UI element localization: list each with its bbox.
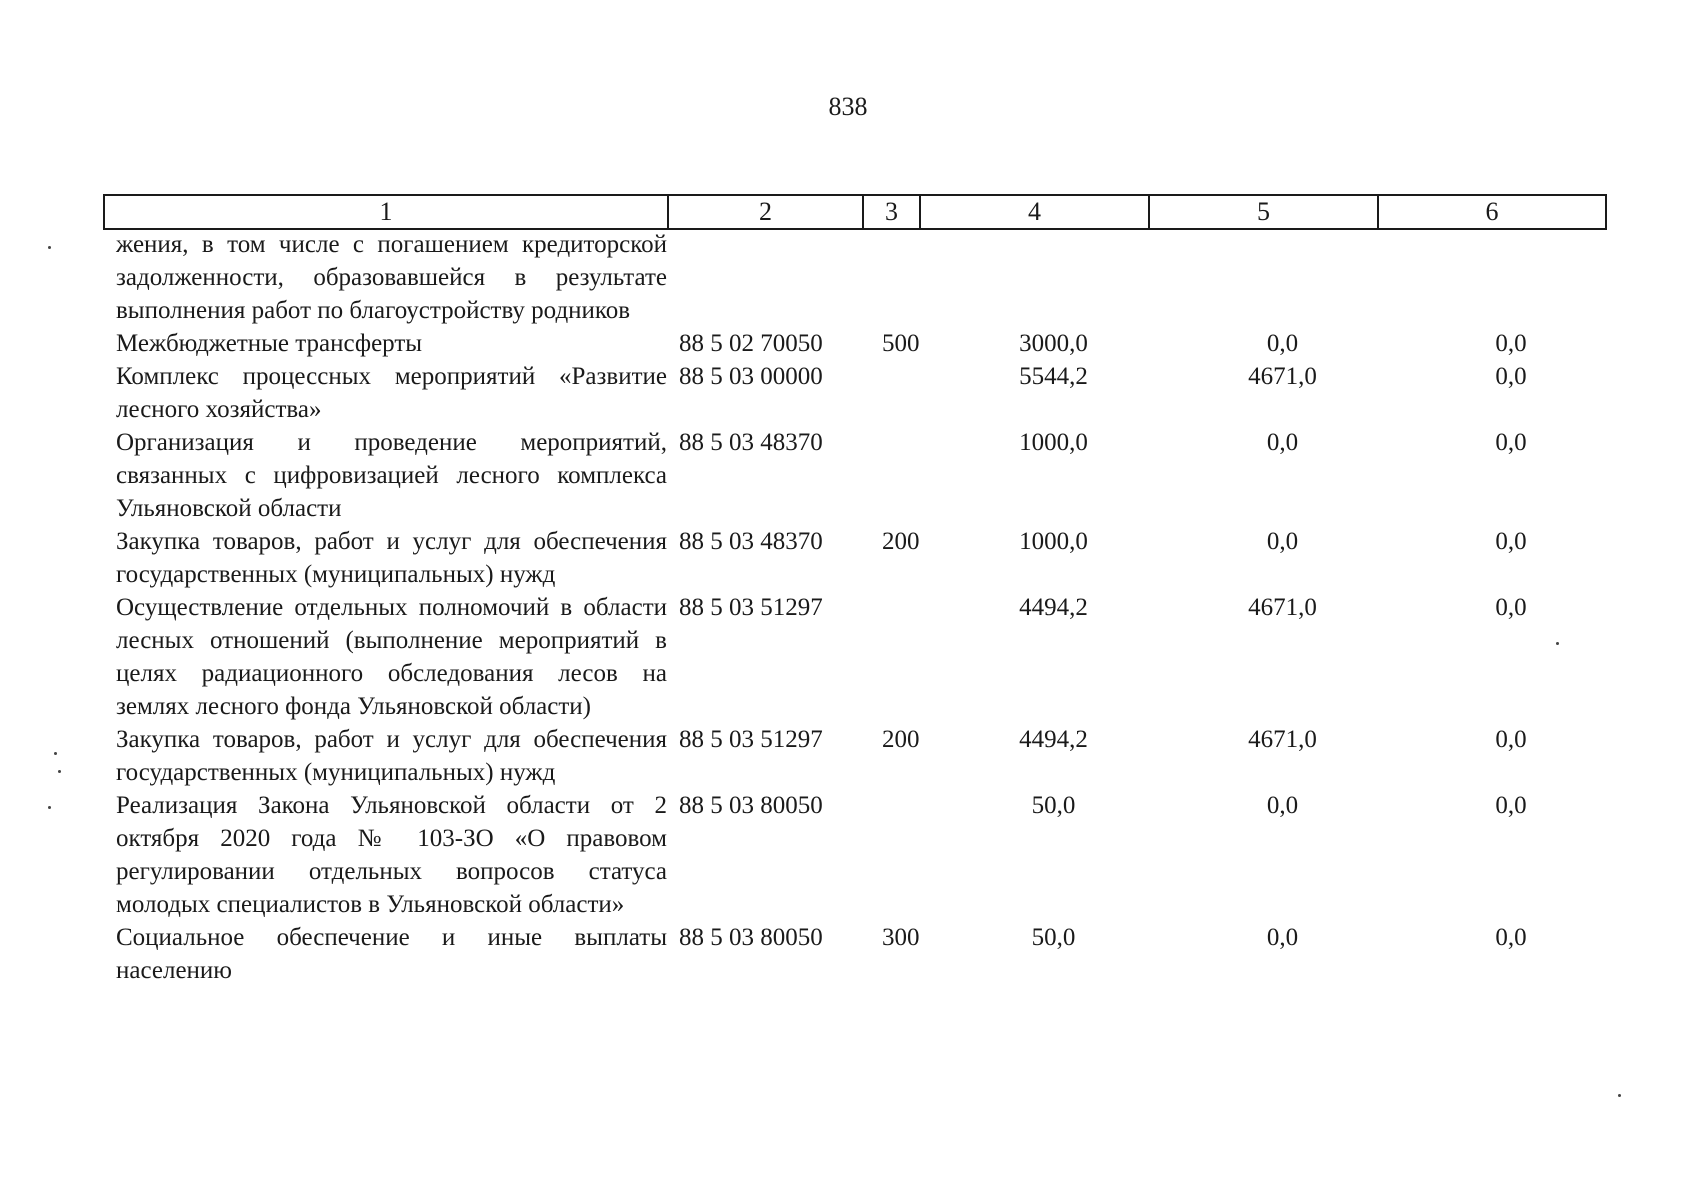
row-vr-cell bbox=[874, 360, 939, 426]
table-row bbox=[103, 789, 1625, 921]
row-col4-cell: 1000,0 bbox=[1019, 528, 1088, 555]
row-code-cell: 88 5 03 00000 bbox=[679, 363, 823, 390]
row-col5-cell: 4671,0 bbox=[1248, 363, 1317, 390]
table-row bbox=[103, 921, 1625, 987]
row-col6-cell: 0,0 bbox=[1495, 330, 1527, 357]
row-col6-cell: 0,0 bbox=[1495, 363, 1527, 390]
row-name-cell: Закупка товаров, работ и услуг для обеспечения государственных (муниципальных) нужд bbox=[116, 726, 667, 786]
table-row bbox=[103, 360, 1625, 426]
row-vr-cell bbox=[874, 591, 939, 723]
row-name-cell: Закупка товаров, работ и услуг для обеспечения государственных (муниципальных) нужд bbox=[116, 528, 667, 588]
row-col5-cell: 0,0 bbox=[1266, 924, 1299, 951]
scan-speck bbox=[1618, 1094, 1621, 1097]
row-code-cell: 88 5 03 48370 bbox=[679, 429, 823, 456]
budget-table-body bbox=[103, 228, 1625, 987]
row-vr-cell: 200 bbox=[882, 726, 920, 753]
column-header-row bbox=[104, 195, 1606, 229]
row-col4-cell: 50,0 bbox=[1031, 792, 1076, 819]
row-col5-cell: 0,0 bbox=[1266, 330, 1299, 357]
row-col5-cell: 0,0 bbox=[1266, 792, 1299, 819]
row-col5-cell: 4671,0 bbox=[1248, 726, 1317, 753]
column-header-1: 1 bbox=[104, 195, 668, 229]
table-row bbox=[103, 591, 1625, 723]
row-code-cell bbox=[667, 228, 874, 327]
row-code-cell: 88 5 03 51297 bbox=[679, 726, 823, 753]
column-header-2: 2 bbox=[668, 195, 863, 229]
row-code-cell: 88 5 03 80050 bbox=[679, 924, 823, 951]
scan-speck bbox=[58, 770, 61, 773]
scan-speck bbox=[48, 246, 51, 249]
row-vr-cell: 300 bbox=[882, 924, 920, 951]
row-vr-cell bbox=[874, 789, 939, 921]
row-col6-cell bbox=[1397, 228, 1625, 327]
row-col4-cell bbox=[939, 228, 1168, 327]
row-col6-cell: 0,0 bbox=[1495, 528, 1527, 555]
column-header-4: 4 bbox=[920, 195, 1149, 229]
row-code-cell: 88 5 03 80050 bbox=[679, 792, 823, 819]
column-header-5: 5 bbox=[1149, 195, 1378, 229]
row-col6-cell: 0,0 bbox=[1495, 726, 1527, 753]
row-vr-cell bbox=[874, 228, 939, 327]
row-name-cell: Осуществление отдельных полномочий в области лесных отношений (выполнение мероприятий в целях радиационного обследования лесов на землях лесного фонда Ульяновской области) bbox=[116, 594, 667, 720]
table-row bbox=[103, 327, 1625, 360]
row-name-cell: Комплекс процессных мероприятий «Развитие лесного хозяйства» bbox=[116, 363, 667, 423]
row-vr-cell bbox=[874, 426, 939, 525]
scan-speck bbox=[54, 752, 57, 755]
row-col4-cell: 4494,2 bbox=[1019, 594, 1088, 621]
row-col4-cell: 3000,0 bbox=[1019, 330, 1088, 357]
column-header-6: 6 bbox=[1378, 195, 1606, 229]
row-code-cell: 88 5 03 48370 bbox=[679, 528, 823, 555]
row-code-cell: 88 5 03 51297 bbox=[679, 594, 823, 621]
row-col4-cell: 5544,2 bbox=[1019, 363, 1088, 390]
row-col5-cell bbox=[1168, 228, 1397, 327]
row-code-cell: 88 5 02 70050 bbox=[679, 330, 823, 357]
row-name-cell: жения, в том числе с погашением кредиторской задолженности, образовавшейся в результате выполнения работ по благоустройству родников bbox=[116, 231, 667, 324]
row-col4-cell: 4494,2 bbox=[1019, 726, 1088, 753]
row-name-cell: Социальное обеспечение и иные выплаты населению bbox=[116, 924, 667, 984]
table-row bbox=[103, 525, 1625, 591]
row-col6-cell: 0,0 bbox=[1495, 792, 1527, 819]
budget-table bbox=[103, 228, 1625, 987]
column-header-table bbox=[103, 194, 1607, 230]
row-name-cell: Реализация Закона Ульяновской области от 2 октября 2020 года № 103-ЗО «О правовом регулировании отдельных вопросов статуса молодых специалистов в Ульяновской области» bbox=[116, 792, 667, 918]
row-col5-cell: 4671,0 bbox=[1248, 594, 1317, 621]
row-vr-cell: 200 bbox=[882, 528, 920, 555]
row-vr-cell: 500 bbox=[882, 330, 920, 357]
column-header-3: 3 bbox=[863, 195, 920, 229]
page-number: 838 bbox=[828, 92, 868, 121]
row-name-cell: Организация и проведение мероприятий, связанных с цифровизацией лесного комплекса Ульяновской области bbox=[116, 429, 667, 522]
row-col6-cell: 0,0 bbox=[1495, 924, 1527, 951]
scan-speck bbox=[48, 806, 51, 809]
row-col6-cell: 0,0 bbox=[1495, 429, 1527, 456]
row-col5-cell: 0,0 bbox=[1266, 429, 1299, 456]
scan-speck bbox=[1556, 642, 1559, 645]
table-row bbox=[103, 426, 1625, 525]
row-col4-cell: 1000,0 bbox=[1019, 429, 1088, 456]
table-row bbox=[103, 228, 1625, 327]
row-col4-cell: 50,0 bbox=[1031, 924, 1076, 951]
row-col6-cell: 0,0 bbox=[1495, 594, 1527, 621]
row-col5-cell: 0,0 bbox=[1266, 528, 1299, 555]
row-name-cell: Межбюджетные трансферты bbox=[116, 330, 423, 357]
table-row bbox=[103, 723, 1625, 789]
